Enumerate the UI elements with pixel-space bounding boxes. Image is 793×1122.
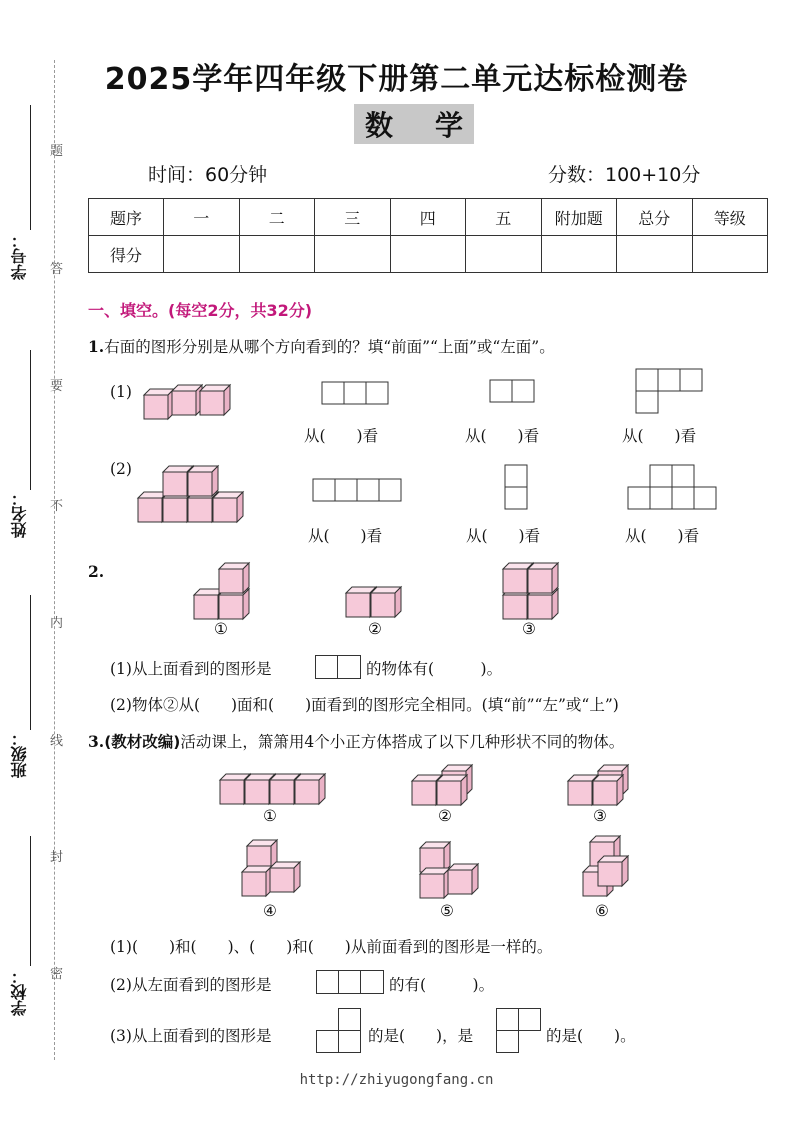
q3-line3-a: (3)从上面看到的图形是 [110,1027,272,1045]
figure-label: ① [214,620,228,638]
question-3 [88,730,624,752]
question-number: 2. [88,562,105,581]
table-header-cell: 总分 [617,199,693,236]
q3-figure-1 [220,774,325,804]
answer-blank[interactable]: 从( )看 [308,527,383,545]
q3-figure-5 [420,842,478,898]
q2-figure-1 [194,563,249,619]
figure-label: ② [368,620,382,638]
part-label: (1) [110,383,132,401]
figure-label: ⑥ [595,902,609,920]
answer-blank[interactable]: 的物体有( )。 [366,660,503,678]
table-header-cell: 二 [239,199,315,236]
figure-label: ② [438,807,452,825]
q2-figure-3 [503,563,558,619]
answer-blank[interactable]: 的是( )。 [546,1027,636,1045]
answer-blank[interactable]: 从( )看 [465,427,540,445]
question-number: 1. [88,337,105,356]
part-label: (2) [110,460,132,478]
subject-char: 学 [435,109,464,142]
answer-blank[interactable]: 从( )看 [304,427,379,445]
q3-line1[interactable]: (1)( )和( )、( )和( )从前面看到的图形是一样的。 [110,938,553,956]
figure-label: ③ [522,620,536,638]
score-row-label: 得分 [89,236,164,273]
q3-line2-a: (2)从左面看到的图形是 [110,976,272,994]
time-label: 时间：60分钟 [148,164,268,186]
q3-figure-2 [412,765,472,805]
table-header-cell: 题序 [89,199,164,236]
q2-figure-2 [346,587,401,617]
q1-part2-view-a [313,479,401,501]
question-number: 3. [88,732,105,751]
table-header-cell: 三 [315,199,391,236]
margin-char: 封 [50,850,64,865]
left-view-shape [316,970,384,994]
margin-char: 内 [50,616,64,631]
margin-char: 线 [50,734,64,749]
question-tag: (教材改编) [104,733,181,751]
top-view-shape-b [496,1008,542,1054]
q1-part1-view-a [322,382,388,404]
margin-char: 不 [50,499,64,514]
q2-line2[interactable]: (2)物体②从( )面和( )面看到的图形完全相同。(填“前”“左”或“上”) [110,696,619,714]
answer-blank[interactable]: 的是( )，是 [368,1027,474,1045]
page-title: 2025学年四年级下册第二单元达标检测卷 [104,62,689,97]
answer-blank[interactable]: 从( )看 [466,527,541,545]
q1-part2-figure [138,466,243,522]
answer-blank[interactable]: 从( )看 [625,527,700,545]
margin-char: 题 [50,144,64,159]
score-total-label: 分数：100+10分 [548,164,701,186]
subject-char: 数 [364,109,393,142]
school-label: 学校： [10,968,29,1016]
table-header-cell: 五 [466,199,542,236]
figure-label: ⑤ [440,902,454,920]
q3-figure-3 [568,765,628,805]
figure-label: ③ [593,807,607,825]
name-label: 姓名： [10,490,29,538]
q1-part1-view-b [490,380,534,402]
q3-figure-6 [583,836,628,896]
footer-url: http://zhiyugongfang.cn [299,1072,494,1088]
figure-label: ① [263,807,277,825]
q1-part1-figure [144,385,230,419]
figure-label: ④ [263,902,277,920]
table-header-cell: 等级 [692,199,768,236]
top-view-shape-a [316,1008,362,1054]
question-text: 活动课上，箫箫用4个小正方体搭成了以下几种形状不同的物体。 [180,733,625,751]
q3-figure-4 [242,840,300,896]
table-header-cell: 附加题 [541,199,617,236]
question-text: 右面的图形分别是从哪个方向看到的？填“前面”“上面”或“左面”。 [104,338,555,356]
table-header-cell: 四 [390,199,466,236]
answer-blank[interactable]: 从( )看 [622,427,697,445]
table-header-cell: 一 [164,199,240,236]
margin-char: 要 [50,379,64,394]
margin-char: 密 [50,967,64,982]
class-label: 班级： [10,730,29,778]
q1-part1-view-c [636,369,702,413]
q1-part2-view-b [505,465,527,509]
margin-char: 答 [50,262,64,277]
answer-blank[interactable]: 的有( )。 [389,976,495,994]
section-heading: 一、填空。(每空2分，共32分) [88,301,313,320]
top-view-shape [315,655,361,679]
student-id-label: 学号： [10,232,29,280]
q2-line1-a: (1)从上面看到的图形是 [110,660,272,678]
q1-part2-view-c [628,465,716,509]
